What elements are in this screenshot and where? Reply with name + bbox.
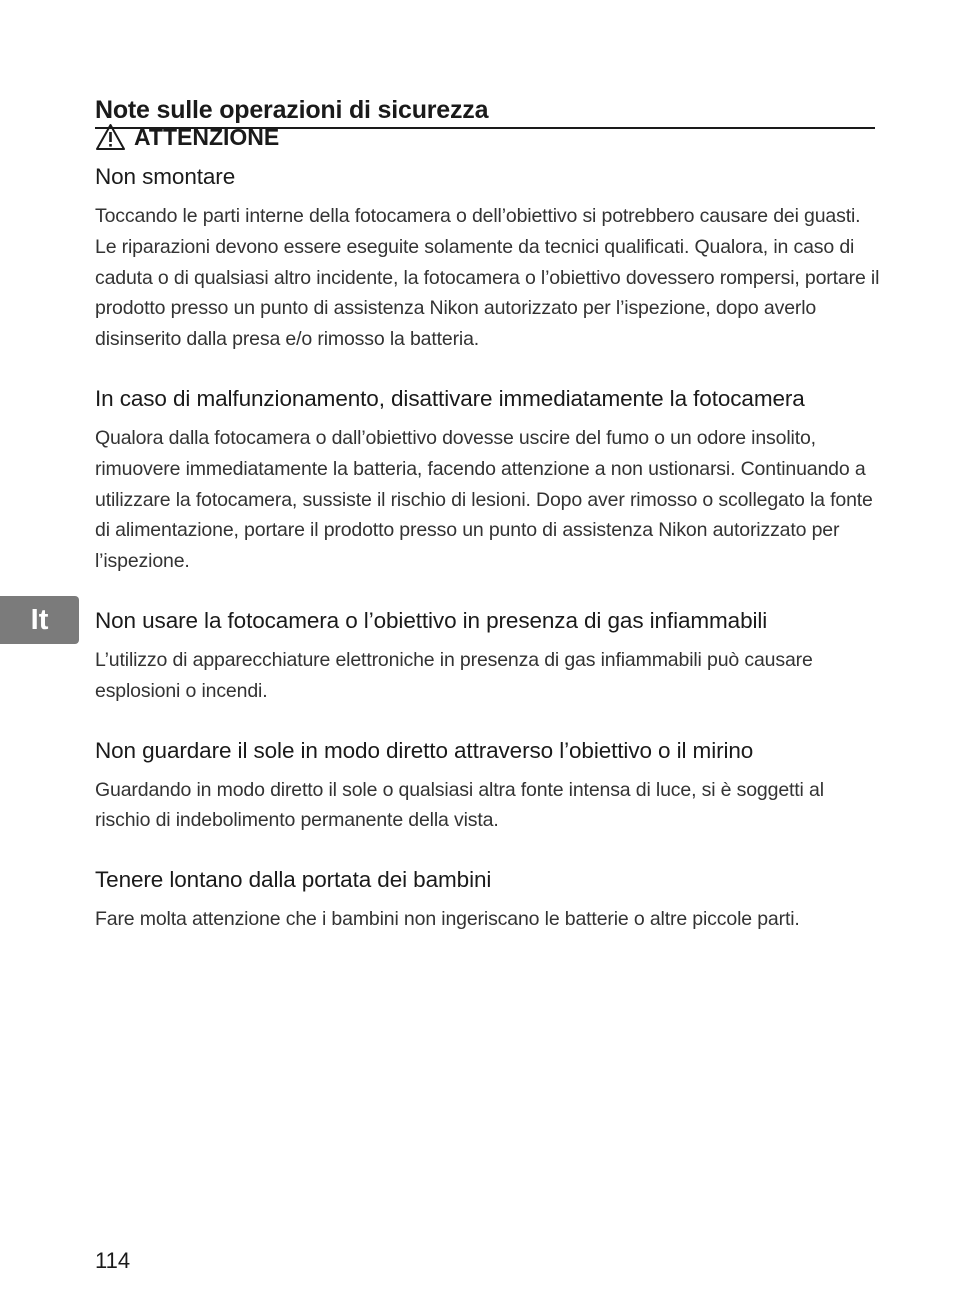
section-body: Fare molta attenzione che i bambini non ingeriscano le batterie o altre piccole parti. bbox=[95, 908, 800, 931]
warning-label: ATTENZIONE bbox=[134, 123, 280, 150]
section-body: Guardando in modo diretto il sole o qualsiasi altra fonte intensa di luce, si è soggetti al rischio di indebolimento permanente della vista. bbox=[95, 778, 824, 832]
page-number: 114 bbox=[95, 1248, 131, 1273]
warning-heading bbox=[95, 120, 279, 154]
section-body: Toccando le parti interne della fotocamera o dell’obiettivo si potrebbero causare dei guasti. Le riparazioni devono essere eseguite solamente da tecnici qualificati. Qualora, in caso di caduta o di qualsiasi altro incidente, la fotocamera o l’obiettivo dovessero rompersi, portare il prodotto presso un punto di assistenza Nikon autorizzato per l’ispezione, dopo averlo disinserito dalla presa e/o rimosso la batteria. bbox=[95, 205, 880, 351]
section-disassembly bbox=[95, 164, 880, 355]
section-malfunction bbox=[95, 386, 880, 577]
section-children bbox=[95, 867, 880, 935]
section-sun bbox=[95, 738, 880, 837]
section-heading: In caso di malfunzionamento, disattivare immediatamente la fotocamera bbox=[95, 385, 805, 411]
safety-content bbox=[95, 164, 880, 935]
section-body: L’utilizzo di apparecchiature elettroniche in presenza di gas infiammabili può causare esplosioni o incendi. bbox=[95, 648, 813, 702]
section-heading: Non usare la fotocamera o l’obiettivo in presenza di gas infiammabili bbox=[95, 607, 768, 633]
section-heading: Non guardare il sole in modo diretto attraverso l’obiettivo o il mirino bbox=[95, 737, 754, 763]
section-flammable-gas bbox=[95, 608, 880, 707]
section-heading: Non smontare bbox=[95, 164, 236, 189]
section-body: Qualora dalla fotocamera o dall’obiettivo dovesse uscire del fumo o un odore insolito, rimuovere immediatamente la batteria, facendo attenzione a non ustionarsi. Continuando a utilizzare la fotocamera, sussiste il rischio di lesioni. Dopo aver rimosso o scollegato la fonte di alimentazione, portare il prodotto presso un punto di assistenza Nikon autorizzato per l’ispezione. bbox=[95, 426, 873, 573]
page-title: Note sulle operazioni di sicurezza bbox=[95, 93, 875, 129]
section-heading: Tenere lontano dalla portata dei bambini bbox=[95, 867, 492, 893]
language-tab: It bbox=[0, 596, 79, 644]
warning-triangle-icon bbox=[95, 123, 126, 151]
